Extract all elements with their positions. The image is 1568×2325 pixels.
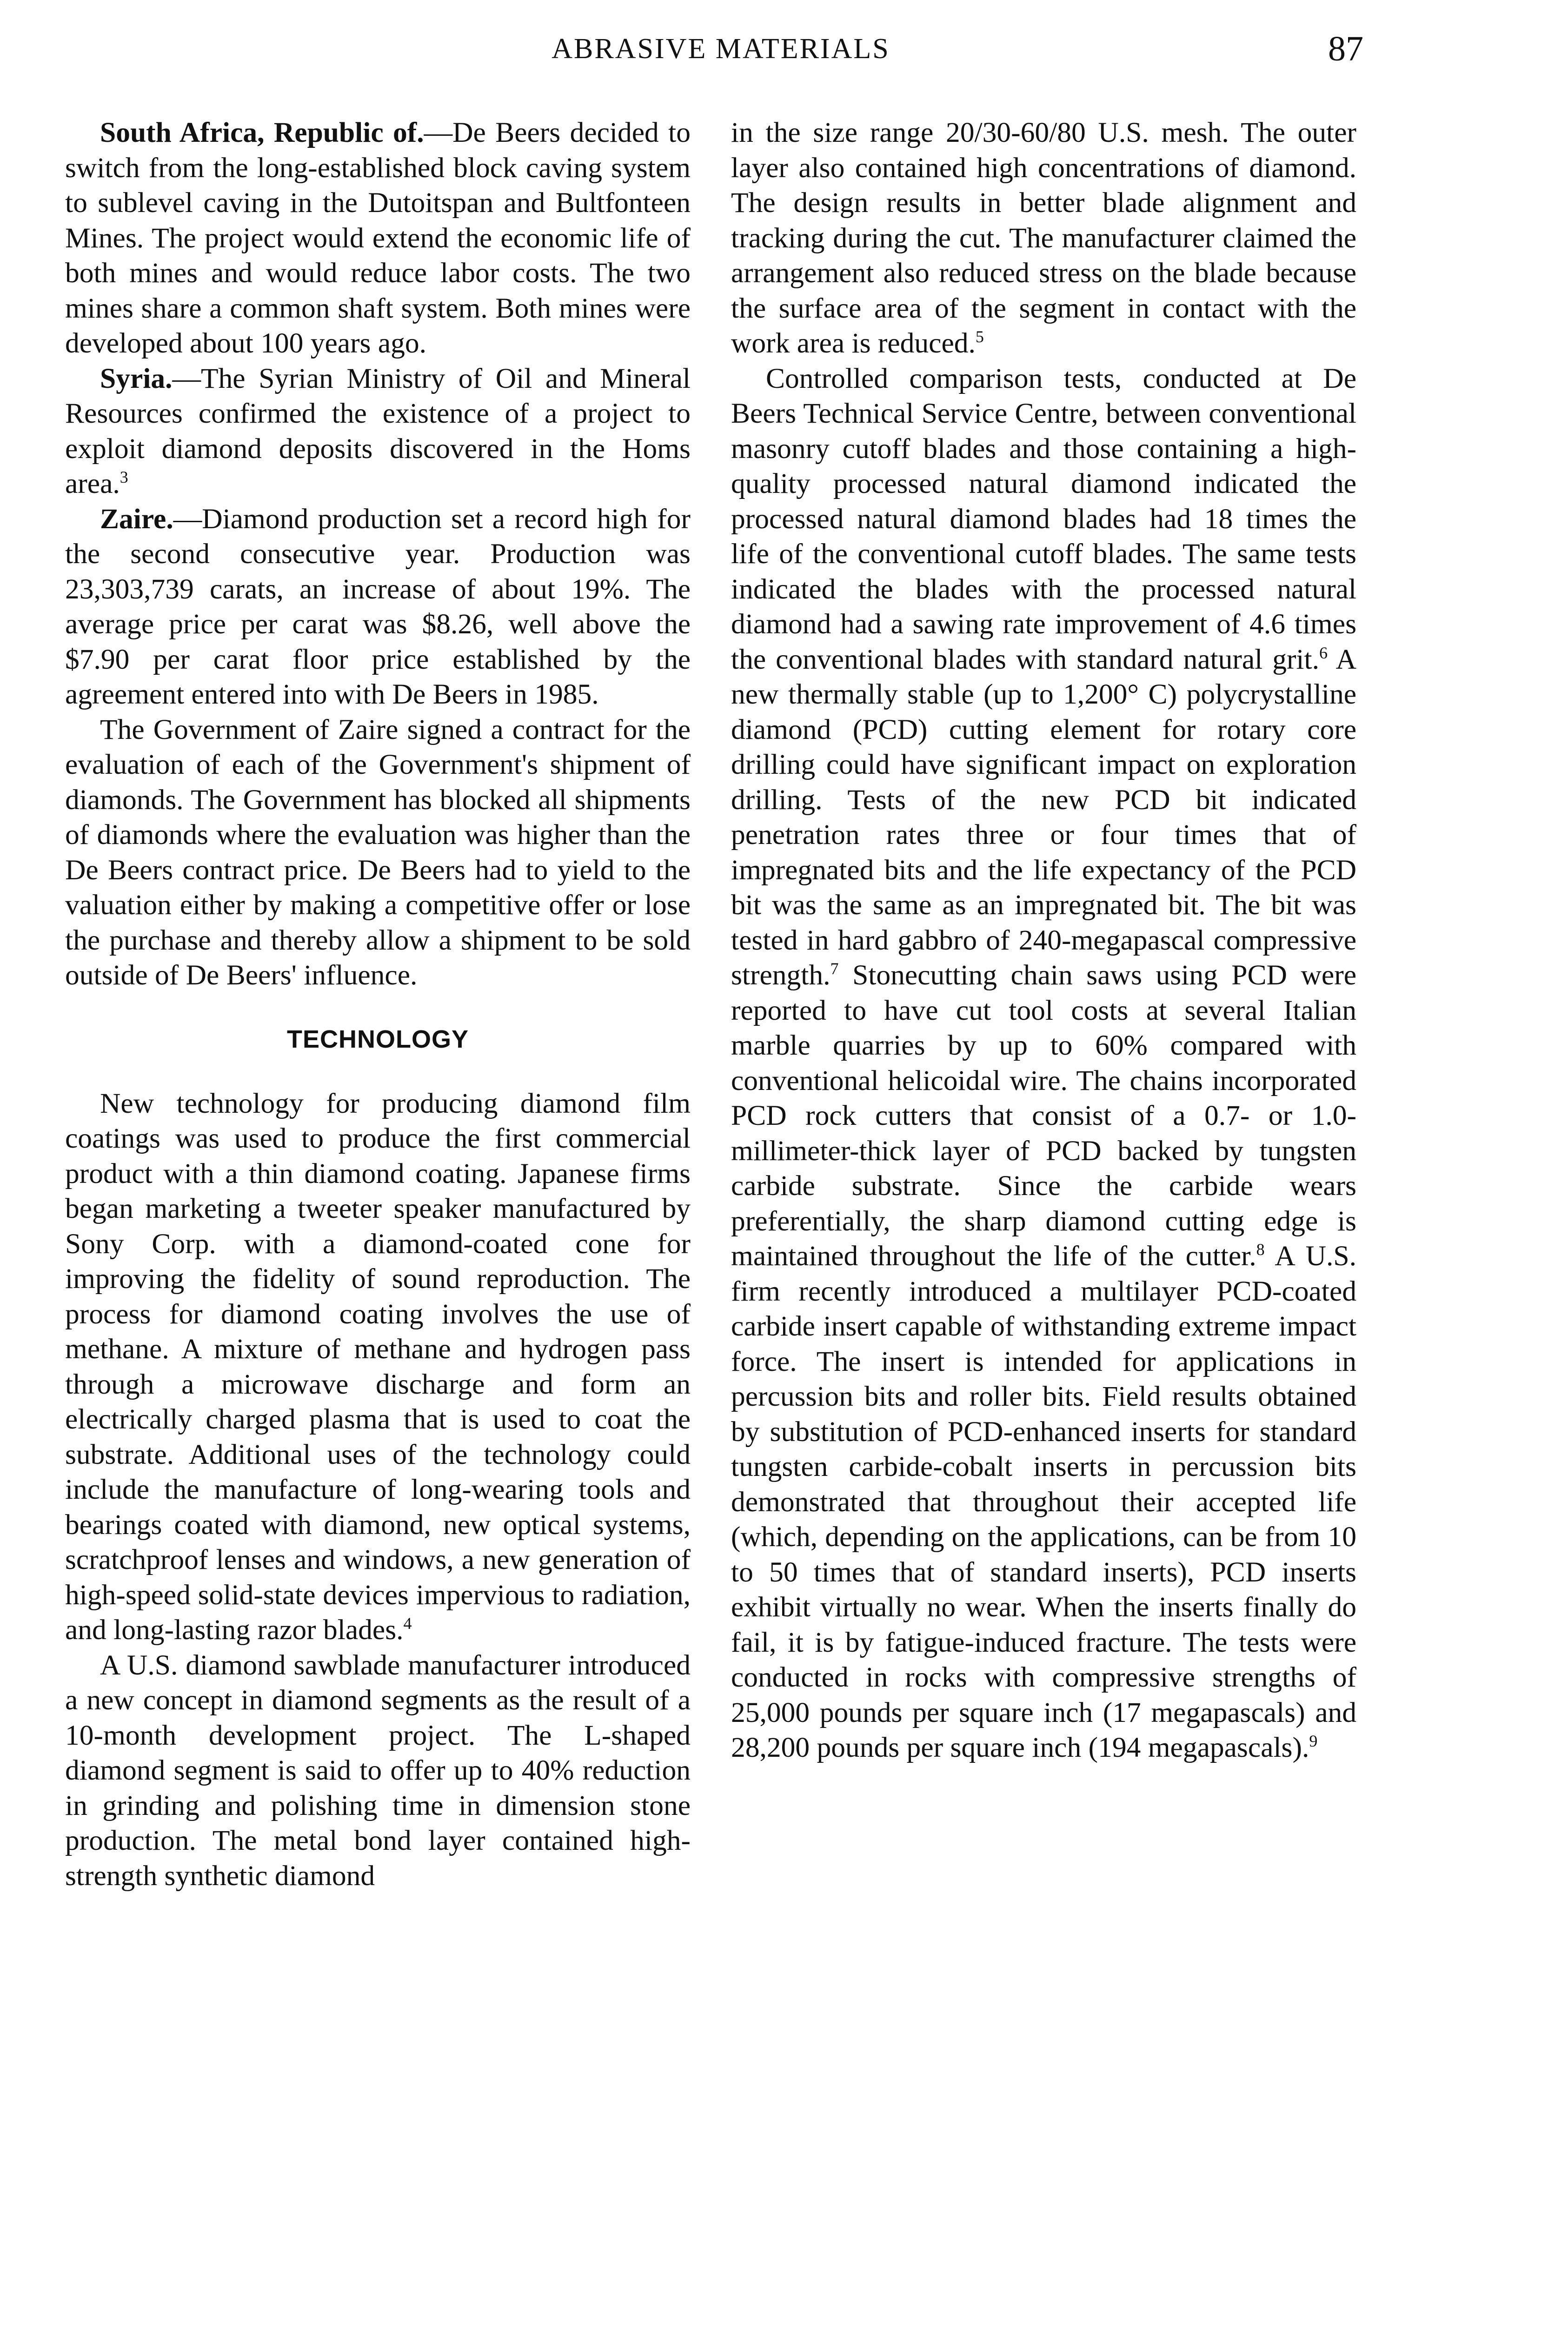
paragraph-text: Stonecutting chain saws using PCD were reported to have cut tool costs at several Italian marble quarries by up to 60% compared with conventional helicoidal wire. The chains incorporated PCD rock cutters that consist of a 0.7- or 1.0-millimeter-thick layer of PCD backed by tungsten carbide substrate. Since the carbide wears preferentially, the sharp diamond cutting edge is maintained throughout the life of the cutter. [731, 959, 1356, 1272]
page-number: 87 [1328, 29, 1363, 68]
paragraph-text: New technology for producing diamond film coatings was used to produce the first commercial product with a thin diamond coating. Japanese firms began marketing a tweeter speaker manufactured by Sony Corp. with a diamond-coated cone for improving the fidelity of sound reproduction. The process for diamond coating involves the use of methane. A mixture of methane and hydrogen pass through a microwave discharge and form an electrically charged plasma that is used to coat the substrate. Additional uses of the technology could include the manufacture of long-wearing tools and bearings coated with diamond, new optical systems, scratchproof lenses and windows, a new generation of high-speed solid-state devices impervious to radiation, and long-lasting razor blades. [65, 1087, 691, 1646]
run-in-heading-zaire: Zaire. [100, 503, 173, 535]
footnote-ref: 4 [403, 1614, 412, 1633]
paragraph-zaire-government: The Government of Zaire signed a contract for the evaluation of each of the Government's shipment of diamonds. The Government has blocked all shipments of diamonds where the evaluation was higher than the De Beers contract price. De Beers had to yield to the valuation either by making a competitive offer or lose the purchase and thereby allow a shipment to be sold outside of De Beers' influence. [65, 713, 691, 991]
paragraph-south-africa [65, 115, 691, 361]
paragraph-text: —The Syrian Ministry of Oil and Mineral Resources confirmed the existence of a project to exploit diamond deposits discovered in the Homs area. [65, 362, 691, 499]
paragraph-text: Controlled comparison tests, conducted at De Beers Technical Service Centre, between conventional masonry cutoff blades and those containing a high-quality processed natural diamond indicated the processed natural diamond blades had 18 times the life of the conventional cutoff blades. The same tests indicated the blades with the processed natural diamond had a sawing rate improvement of 4.6 times the conventional blades with standard natural grit. [731, 362, 1356, 675]
footnote-ref: 5 [975, 327, 984, 346]
footnote-ref: 9 [1309, 1732, 1318, 1750]
running-header [0, 29, 1568, 79]
paragraph-text: —De Beers decided to switch from the long-established block caving system to sublevel caving in the Dutoitspan and Bultfonteen Mines. The project would extend the economic life of both mines and would reduce labor costs. The two mines share a common shaft system. Both mines were developed about 100 years ago. [65, 117, 691, 359]
right-column [731, 115, 1356, 1766]
paragraph-zaire [65, 502, 691, 712]
paragraph-text: in the size range 20/30-60/80 U.S. mesh. The outer layer also contained high concentrations of diamond. The design results in better blade alignment and tracking during the cut. The manufacturer claimed the arrangement also reduced stress on the blade because the surface area of the segment in contact with the work area is reduced. [731, 117, 1356, 359]
left-column [65, 115, 691, 1893]
paragraph-technology-3 [731, 361, 1356, 1766]
paragraph-technology-2-continued [731, 115, 1356, 361]
footnote-ref: 8 [1256, 1240, 1265, 1259]
paragraph-technology-2-start: A U.S. diamond sawblade manufacturer introduced a new concept in diamond segments as the result of a 10-month development project. The L-shaped diamond segment is said to offer up to 40% reduction in grinding and polishing time in dimension stone production. The metal bond layer contained high-strength synthetic diamond [65, 1649, 691, 1892]
footnote-ref: 6 [1319, 643, 1328, 662]
run-in-heading-south-africa: South Africa, Republic of. [100, 117, 424, 148]
paragraph-technology-1 [65, 1086, 691, 1648]
paragraph-text: —Diamond production set a record high for the second consecutive year. Production was 23,303,739 carats, an increase of about 19%. The average price per carat was $8.26, well above the $7.90 per carat floor price established by the agreement entered into with De Beers in 1985. [65, 503, 691, 710]
paragraph-syria [65, 361, 691, 502]
run-in-heading-syria: Syria. [100, 362, 173, 394]
paragraph-text: A U.S. firm recently introduced a multilayer PCD-coated carbide insert capable of withstanding extreme impact force. The insert is intended for applications in percussion bits and roller bits. Field results obtained by substitution of PCD-enhanced inserts for standard tungsten carbide-cobalt inserts in percussion bits demonstrated that throughout their accepted life (which, depending on the applications, can be from 10 to 50 times that of standard inserts), PCD inserts exhibit virtually no wear. When the inserts finally do fail, it is by fatigue-induced fracture. The tests were conducted in rocks with compressive strengths of 25,000 pounds per square inch (17 megapascals) and 28,200 pounds per square inch (194 megapascals). [731, 1240, 1356, 1763]
footnote-ref: 3 [120, 468, 128, 486]
section-heading-technology: TECHNOLOGY [286, 1025, 469, 1053]
footnote-ref: 7 [830, 959, 839, 978]
paragraph-text: A new thermally stable (up to 1,200° C) polycrystalline diamond (PCD) cutting element for rotary core drilling could have significant impact on exploration drilling. Tests of the new PCD bit indicated penetration rates three or four times that of impregnated bits and the life expectancy of the PCD bit was the same as an impregnated bit. The bit was tested in hard gabbro of 240-megapascal compressive strength. [731, 643, 1356, 991]
running-title: ABRASIVE MATERIALS [551, 33, 890, 65]
